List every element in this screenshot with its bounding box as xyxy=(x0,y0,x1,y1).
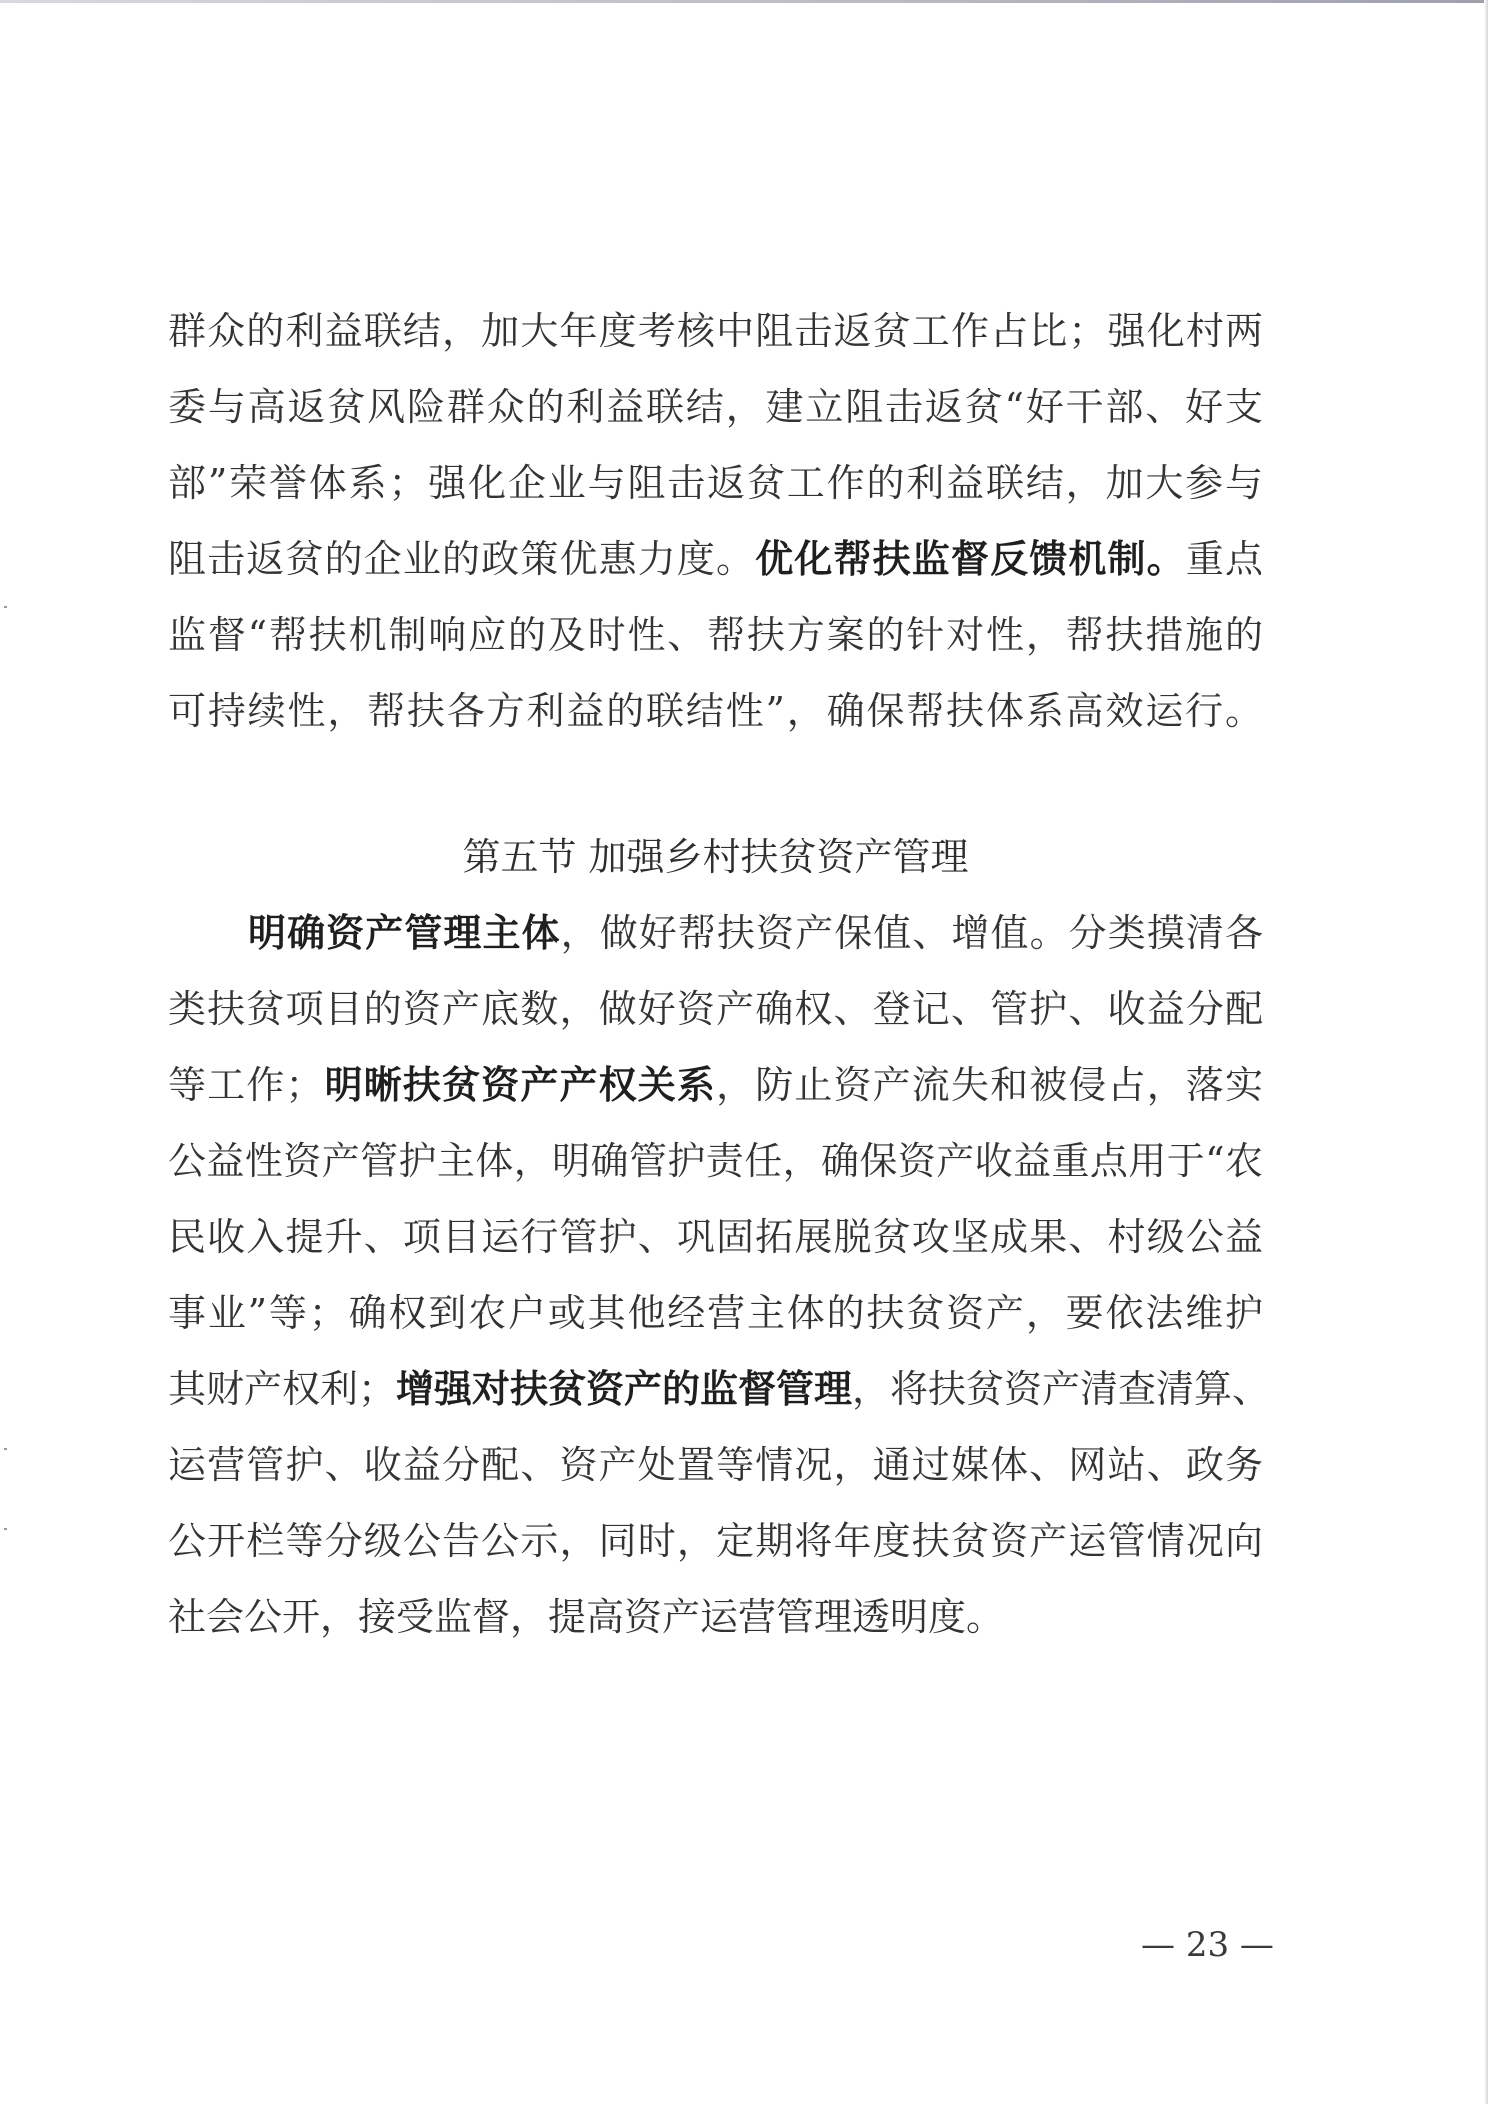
text-line xyxy=(168,382,1263,432)
scan-speck xyxy=(4,1528,7,1530)
text-line xyxy=(168,984,1263,1034)
text-span: 委与高返贫风险群众的利益联结，建立阻击返贫“好干部、好支 xyxy=(168,385,1263,429)
scan-top-edge xyxy=(0,0,1488,3)
text-span: 类扶贫项目的资产底数，做好资产确权、登记、管护、收益分配 xyxy=(168,987,1263,1031)
bold-heading-span: 增强对扶贫资产的监督管理 xyxy=(396,1366,853,1411)
text-span: 社会公开，接受监督，提高资产运营管理透明度。 xyxy=(168,1595,1005,1639)
section-heading xyxy=(168,832,1263,882)
text-span: ，做好帮扶资产保值、增值。分类摸清各 xyxy=(560,911,1263,955)
text-span: 等工作； xyxy=(168,1063,324,1107)
scan-right-edge xyxy=(1484,0,1488,2104)
text-span: 公开栏等分级公告公示，同时，定期将年度扶贫资产运管情况向 xyxy=(168,1519,1263,1563)
text-span: 其财产权利； xyxy=(168,1367,397,1411)
text-span: ，将扶贫资产清查清算、 xyxy=(852,1367,1271,1411)
scan-speck xyxy=(4,606,7,608)
text-span: 监督“帮扶机制响应的及时性、帮扶方案的针对性，帮扶措施的 xyxy=(168,613,1263,657)
bold-heading-span: 明晰扶贫资产产权关系 xyxy=(323,1062,717,1107)
text-line xyxy=(168,1440,1263,1490)
text-line xyxy=(168,1288,1263,1338)
text-span: 群众的利益联结，加大年度考核中阻击返贫工作占比；强化村两 xyxy=(168,309,1263,353)
text-line xyxy=(168,534,1263,584)
text-span: 重点 xyxy=(1185,537,1263,581)
text-line xyxy=(168,1060,1263,1110)
section-title: 第五节 加强乡村扶贫资产管理 xyxy=(462,835,969,879)
text-line xyxy=(168,458,1263,508)
text-line xyxy=(168,1592,1263,1642)
bold-heading-span: 优化帮扶监督反馈机制。 xyxy=(755,536,1186,581)
text-line xyxy=(168,306,1263,356)
bold-heading-span: 明确资产管理主体 xyxy=(248,910,561,955)
text-span: 民收入提升、项目运行管护、巩固拓展脱贫攻坚成果、村级公益 xyxy=(168,1215,1263,1259)
text-line xyxy=(168,1212,1263,1262)
text-line xyxy=(168,610,1263,660)
text-span: ，防止资产流失和被侵占，落实 xyxy=(716,1063,1263,1107)
text-span: 公益性资产管护主体，明确管护责任，确保资产收益重点用于“农 xyxy=(168,1139,1263,1183)
text-line xyxy=(168,908,1263,958)
paragraph-1 xyxy=(168,306,1263,733)
text-span: 运营管护、收益分配、资产处置等情况，通过媒体、网站、政务 xyxy=(168,1443,1263,1487)
text-span: 部”荣誉体系；强化企业与阻击返贫工作的利益联结，加大参与 xyxy=(168,461,1263,505)
text-span: 阻击返贫的企业的政策优惠力度。 xyxy=(168,537,756,581)
scan-speck xyxy=(4,1448,7,1450)
text-line xyxy=(168,1516,1263,1566)
text-line xyxy=(168,1364,1271,1414)
text-line xyxy=(168,1136,1263,1186)
page-number: — 23 — xyxy=(1141,1925,1274,1965)
text-span: 事业”等；确权到农户或其他经营主体的扶贫资产，要依法维护 xyxy=(168,1291,1263,1335)
paragraph-2 xyxy=(168,908,1271,1648)
text-span: 可持续性，帮扶各方利益的联结性”，确保帮扶体系高效运行。 xyxy=(168,689,1263,733)
text-line xyxy=(168,686,1263,736)
